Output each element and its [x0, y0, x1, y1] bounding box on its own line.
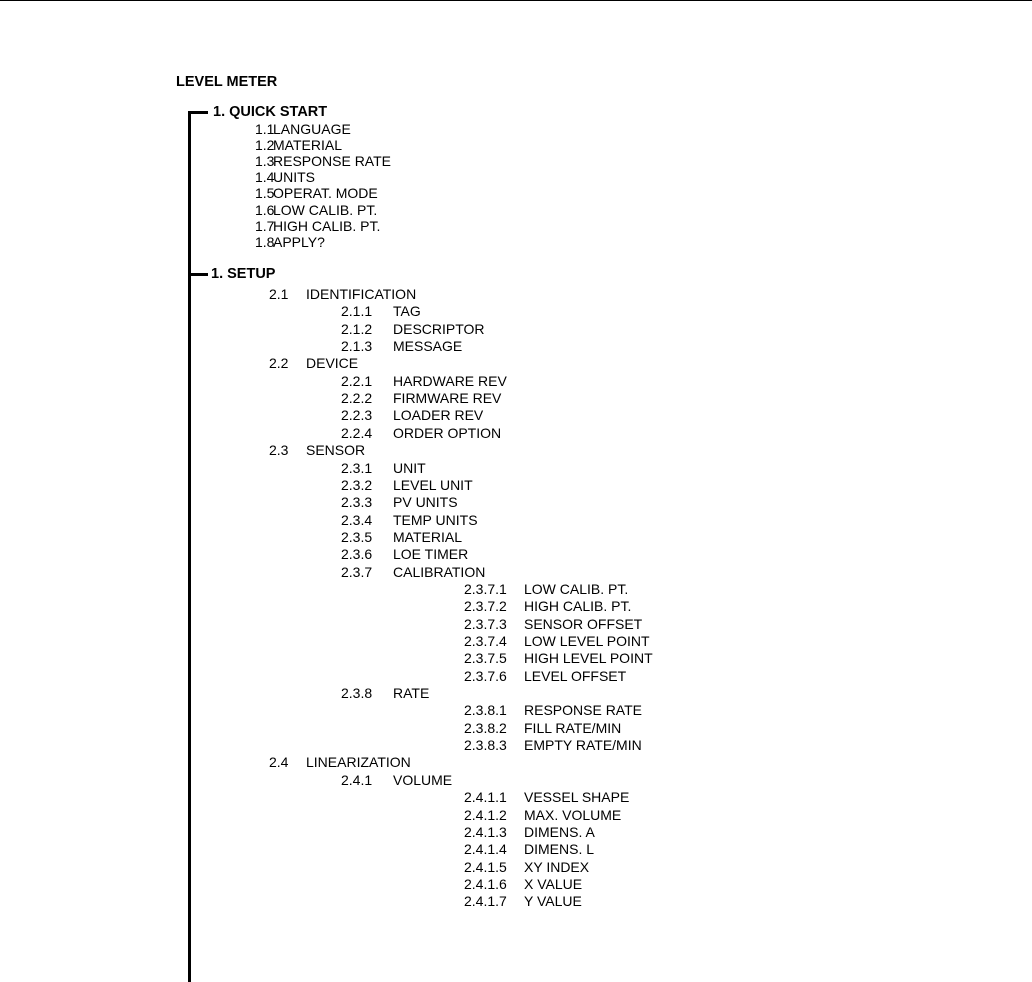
menu-item-label-level-3: X VALUE	[524, 875, 583, 892]
menu-item-label-level-3: HIGH CALIB. PT.	[524, 598, 632, 615]
menu-item-number: 2.3.8.1	[464, 702, 507, 719]
document-title: LEVEL METER	[176, 74, 278, 90]
menu-item-label-level-1: LOW CALIB. PT.	[273, 201, 378, 218]
menu-item-number: 2.3.7	[341, 563, 373, 580]
menu-item-number: 1.4	[255, 169, 275, 186]
menu-item-number: 2.1.1	[341, 303, 373, 320]
menu-item-number: 1.7	[255, 217, 275, 234]
menu-item-number: 2.4.1.6	[464, 875, 507, 892]
menu-item-label-level-2: LOE TIMER	[393, 546, 469, 563]
menu-item-label-level-3: EMPTY RATE/MIN	[524, 737, 642, 754]
menu-item-label-level-3: HIGH LEVEL POINT	[524, 650, 653, 667]
menu-item-label-level-3: LOW CALIB. PT.	[524, 580, 629, 597]
menu-item-label-level-1: DEVICE	[306, 355, 359, 372]
menu-item-number: 2.3.7.6	[464, 667, 507, 684]
menu-item-number: 2.1	[269, 286, 289, 302]
menu-item-number: 2.3.7.3	[464, 615, 507, 632]
section-quick-start: 1. QUICK START	[213, 104, 328, 120]
menu-item-number: 2.4.1.3	[464, 823, 507, 840]
menu-item-label-level-3: LEVEL OFFSET	[524, 667, 627, 684]
menu-item-number: 2.3.7.5	[464, 650, 507, 667]
menu-item-number: 2.4.1.7	[464, 893, 507, 910]
menu-item-label-level-2: MESSAGE	[393, 338, 463, 355]
menu-item-number: 2.2.4	[341, 424, 373, 441]
menu-item-number: 2.3.2	[341, 476, 373, 493]
menu-item-label-level-2: HARDWARE REV	[393, 372, 507, 389]
menu-item-number: 2.3.7.4	[464, 633, 507, 649]
menu-item-number: 2.3.4	[341, 511, 373, 528]
menu-item-label-level-3: DIMENS. L	[524, 841, 595, 858]
menu-item-number: 2.2.2	[341, 390, 373, 407]
menu-item-label-level-2: ORDER OPTION	[393, 424, 502, 441]
branch-setup	[188, 273, 208, 276]
menu-item-label-level-2: LEVEL UNIT	[393, 476, 473, 493]
menu-item-number: 2.2.1	[341, 372, 373, 389]
menu-item-number: 2.3.5	[341, 528, 373, 545]
menu-item-number: 2.3	[269, 442, 289, 459]
menu-item-number: 1.6	[255, 201, 275, 218]
menu-item-number: 2.4.1.1	[464, 789, 507, 806]
menu-item-label-level-3: MAX. VOLUME	[524, 806, 622, 823]
menu-item-label-level-2: PV UNITS	[393, 494, 458, 511]
menu-item-number: 2.4	[269, 754, 289, 771]
tree-trunk-line	[188, 111, 191, 982]
menu-item-label-level-3: DIMENS. A	[524, 823, 595, 840]
menu-item-number: 1.1	[255, 121, 275, 137]
menu-item-label-level-2: UNIT	[393, 459, 426, 476]
menu-item-label-level-1: LANGUAGE	[273, 121, 351, 137]
menu-item-number: 2.2	[269, 355, 289, 372]
menu-item-number: 2.3.8.2	[464, 719, 507, 736]
menu-item-label-level-1: APPLY?	[273, 233, 325, 250]
menu-item-label-level-1: HIGH CALIB. PT.	[273, 217, 381, 234]
menu-item-label-level-2: TAG	[393, 303, 421, 320]
menu-item-label-level-3: Y VALUE	[524, 893, 582, 910]
menu-item-label-level-2: RATE	[393, 685, 430, 702]
menu-item-number: 1.8	[255, 233, 275, 250]
menu-item-label-level-1: LINEARIZATION	[306, 754, 411, 771]
menu-item-label-level-3: LOW LEVEL POINT	[524, 633, 650, 649]
menu-item-number: 2.4.1.4	[464, 841, 507, 858]
menu-item-number: 2.1.2	[341, 320, 373, 337]
menu-item-number: 2.3.1	[341, 459, 373, 476]
menu-item-label-level-2: VOLUME	[393, 771, 453, 788]
menu-item-label-level-1: IDENTIFICATION	[306, 286, 417, 302]
menu-item-label-level-2: TEMP UNITS	[393, 511, 478, 528]
menu-item-number: 2.3.3	[341, 494, 373, 511]
menu-item-number: 1.2	[255, 137, 275, 154]
menu-item-label-level-2: FIRMWARE REV	[393, 390, 502, 407]
branch-quick-start	[188, 111, 208, 114]
menu-item-number: 2.3.7.2	[464, 598, 507, 615]
menu-item-number: 2.4.1.2	[464, 806, 507, 823]
menu-item-label-level-3: RESPONSE RATE	[524, 702, 642, 719]
menu-item-label-level-3: FILL RATE/MIN	[524, 719, 622, 736]
menu-item-number: 2.3.8.3	[464, 737, 507, 754]
menu-item-number: 2.2.3	[341, 407, 373, 424]
menu-item-label-level-1: RESPONSE RATE	[273, 153, 391, 170]
menu-item-label-level-3: SENSOR OFFSET	[524, 615, 643, 632]
menu-item-label-level-1: MATERIAL	[273, 137, 342, 154]
menu-item-number: 1.5	[255, 185, 275, 202]
top-rule	[0, 0, 1032, 1]
menu-item-label-level-1: OPERAT. MODE	[273, 185, 378, 202]
menu-item-number: 2.1.3	[341, 338, 373, 355]
menu-item-label-level-1: SENSOR	[306, 442, 366, 459]
menu-item-number: 1.3	[255, 153, 275, 170]
menu-item-number: 2.4.1	[341, 771, 373, 788]
menu-item-label-level-2: LOADER REV	[393, 407, 484, 424]
section-setup: 1. SETUP	[211, 266, 276, 282]
menu-item-label-level-3: XY INDEX	[524, 858, 590, 875]
menu-item-number: 2.4.1.5	[464, 858, 507, 875]
menu-item-number: 2.3.8	[341, 685, 373, 702]
menu-item-label-level-2: CALIBRATION	[393, 563, 486, 580]
menu-item-label-level-2: MATERIAL	[393, 528, 462, 545]
menu-item-label-level-2: DESCRIPTOR	[393, 320, 485, 337]
menu-item-label-level-3: VESSEL SHAPE	[524, 789, 630, 806]
menu-item-label-level-1: UNITS	[273, 169, 315, 186]
menu-item-number: 2.3.6	[341, 546, 373, 563]
menu-item-number: 2.3.7.1	[464, 580, 507, 597]
